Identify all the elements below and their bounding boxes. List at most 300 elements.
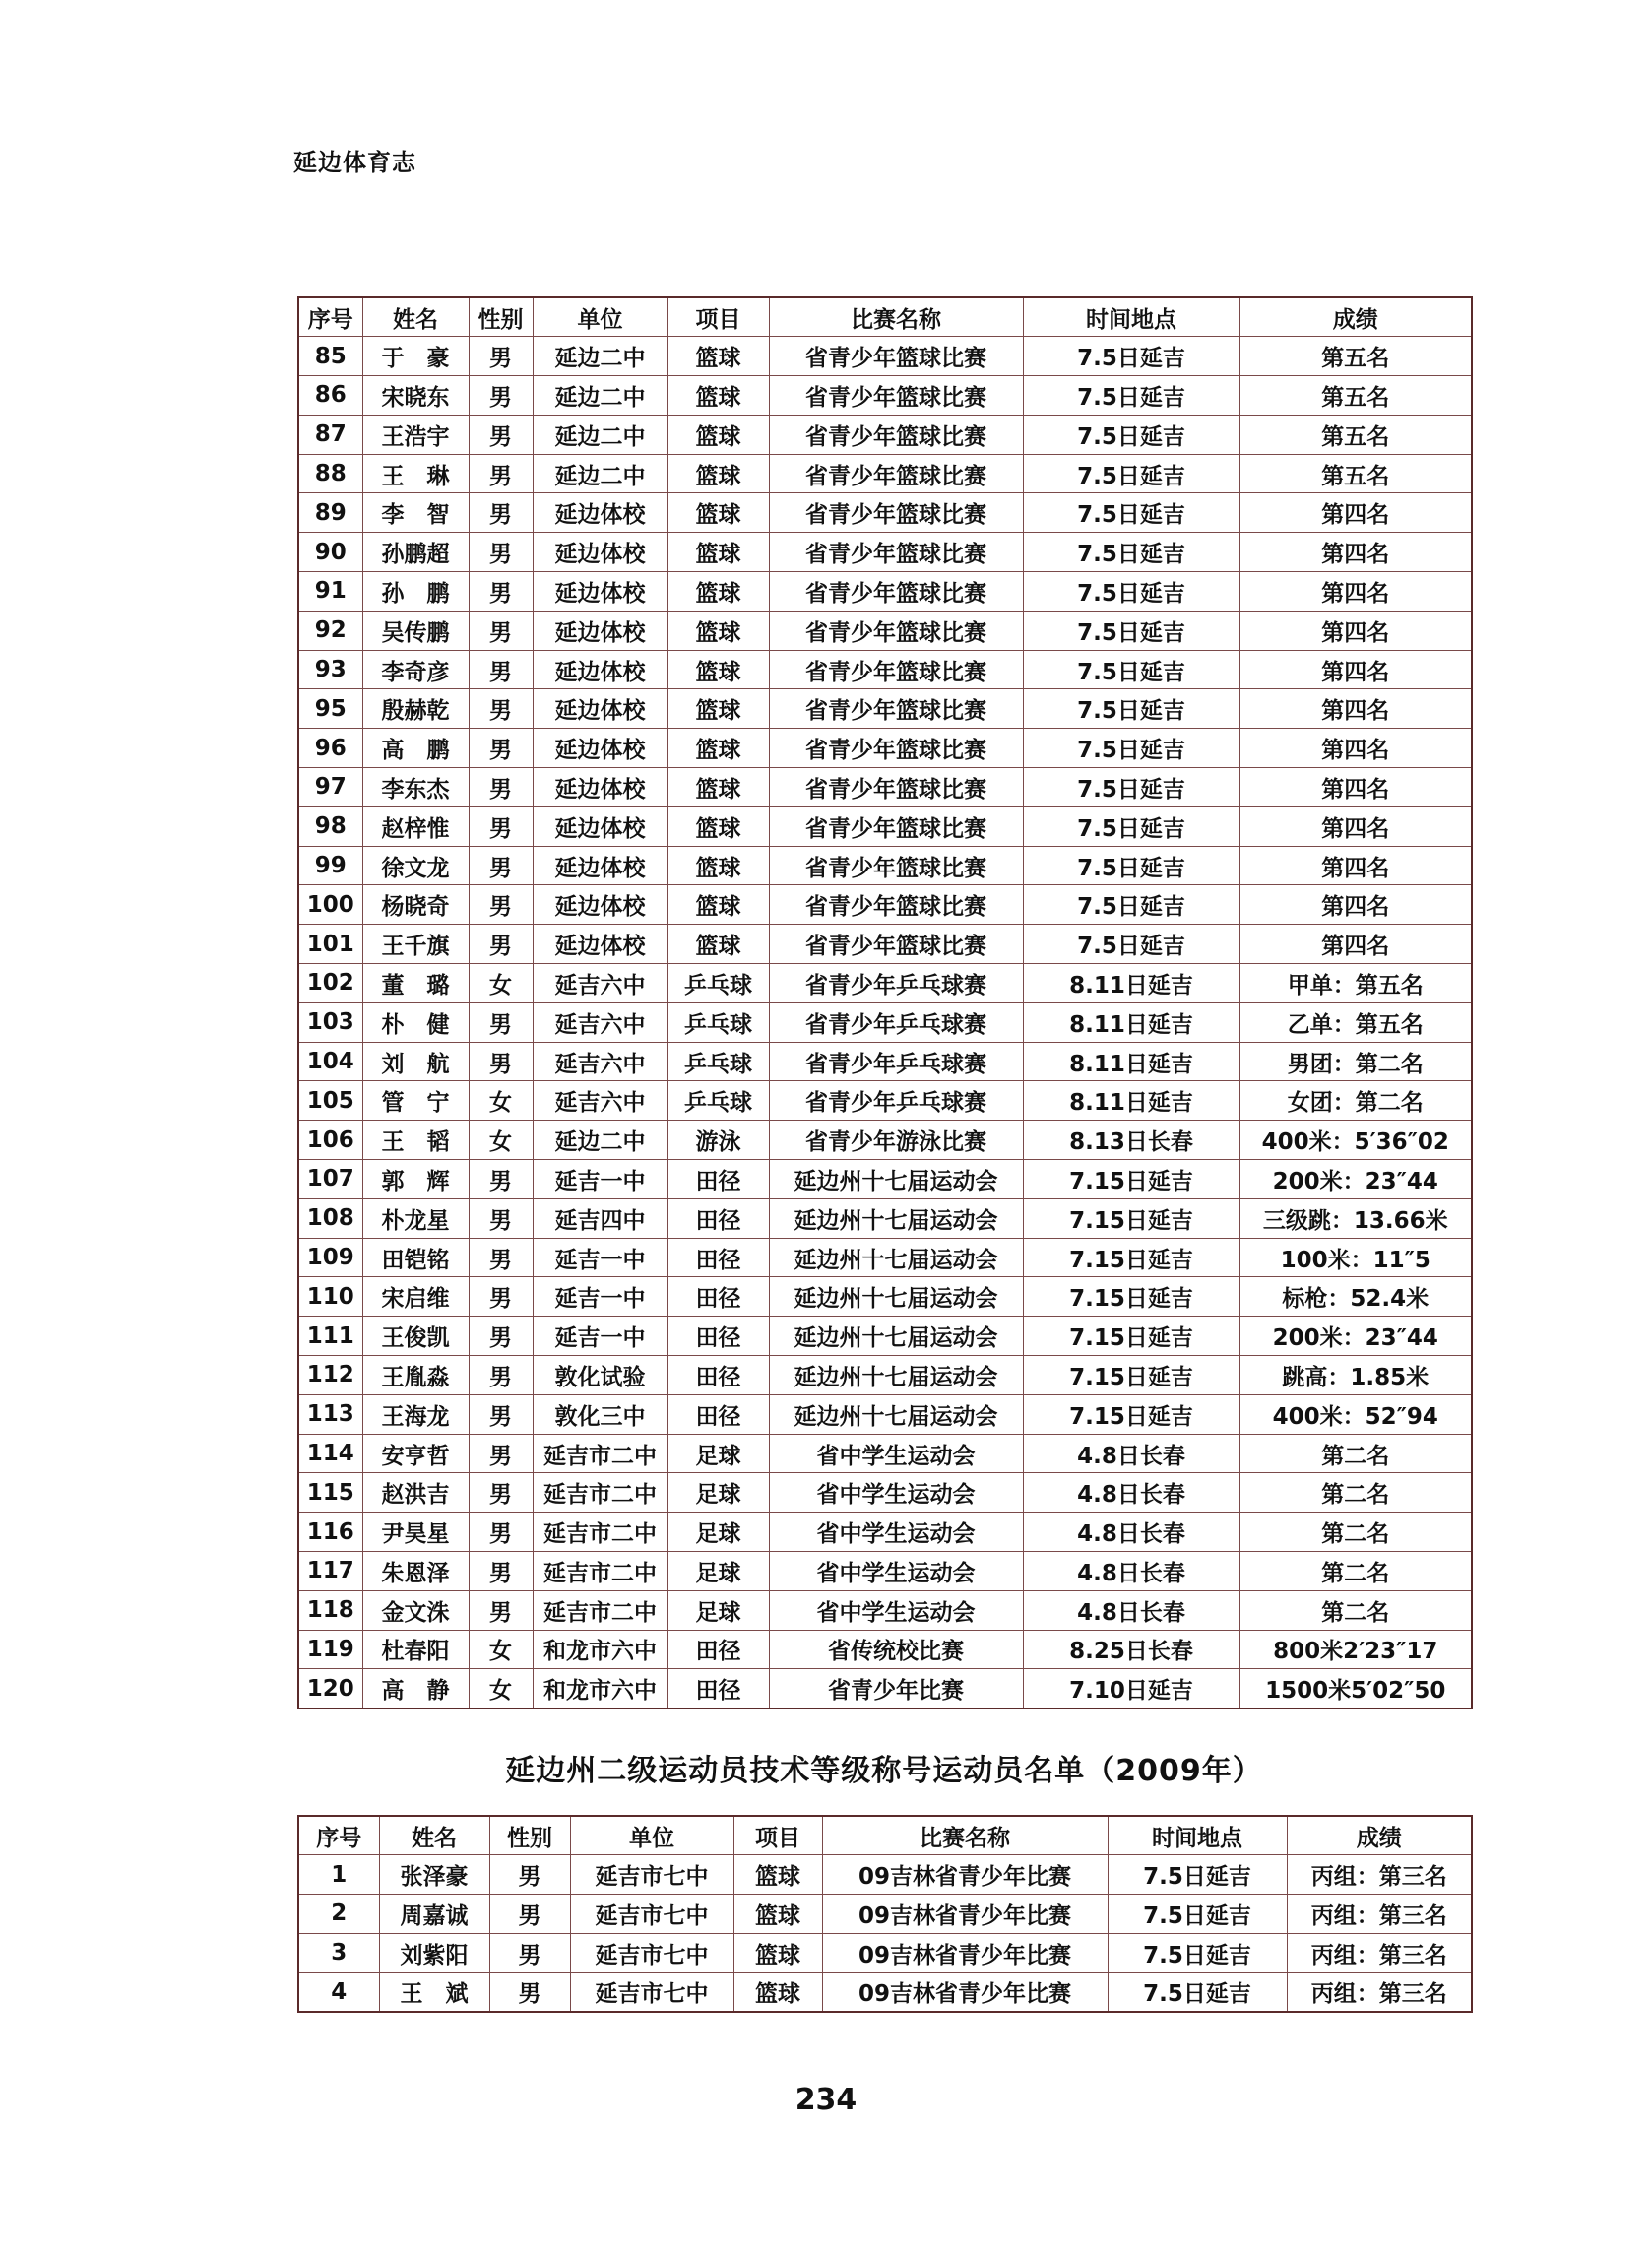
table-cell: 115 [298,1473,362,1513]
table-row [298,376,1472,416]
table-cell: 高 静 [362,1669,469,1709]
table-cell: 87 [298,415,362,454]
table-cell: 第四名 [1239,885,1472,925]
table-cell: 100 [298,885,362,925]
table-cell: 3 [298,1933,379,1972]
table-cell: 1500米5′02″50 [1239,1669,1472,1709]
table-cell: 120 [298,1669,362,1709]
column-header: 时间地点 [1023,297,1239,337]
table-row [298,846,1472,885]
table-cell: 89 [298,493,362,533]
table-row [298,1238,1472,1277]
table-row [298,768,1472,807]
table-cell: 延边体校 [533,925,667,964]
table-cell: 男 [469,1434,533,1473]
table-cell: 宋晓东 [362,376,469,416]
table-cell: 7.5日延吉 [1108,1855,1287,1895]
table-cell: 省青少年篮球比赛 [769,376,1023,416]
table-cell: 男 [469,1042,533,1081]
table-cell: 跳高：1.85米 [1239,1356,1472,1395]
table-row [298,337,1472,376]
table-cell: 7.5日延吉 [1023,885,1239,925]
table-cell: 8.13日长春 [1023,1121,1239,1160]
table-cell: 男 [469,768,533,807]
table-row [298,1434,1472,1473]
table-cell: 7.5日延吉 [1023,533,1239,572]
table-cell: 游泳 [667,1121,769,1160]
table-cell: 男 [469,650,533,689]
column-header: 姓名 [379,1816,489,1855]
table-row [298,493,1472,533]
table-cell: 8.11日延吉 [1023,964,1239,1003]
table-cell: 第五名 [1239,415,1472,454]
table-row [298,454,1472,493]
table-cell: 第四名 [1239,572,1472,612]
table-row [298,1630,1472,1669]
table-cell: 1 [298,1855,379,1895]
table-cell: 省青少年篮球比赛 [769,572,1023,612]
table-row [298,964,1472,1003]
table-cell: 97 [298,768,362,807]
book-title: 延边体育志 [293,149,416,176]
table-body [298,337,1472,1709]
table-cell: 省青少年篮球比赛 [769,337,1023,376]
table-row [298,1669,1472,1709]
table-cell: 郭 辉 [362,1160,469,1199]
table-cell: 李东杰 [362,768,469,807]
table-cell: 延边体校 [533,885,667,925]
table-cell: 107 [298,1160,362,1199]
table-cell: 延边州十七届运动会 [769,1356,1023,1395]
table-cell: 田径 [667,1394,769,1434]
table-cell: 106 [298,1121,362,1160]
table-cell: 4.8日长春 [1023,1473,1239,1513]
table-cell: 延边州十七届运动会 [769,1198,1023,1238]
table-cell: 男 [469,533,533,572]
table-cell: 延吉六中 [533,1081,667,1121]
table-row [298,1198,1472,1238]
table-header-row [298,1816,1472,1855]
table-cell: 省青少年比赛 [769,1669,1023,1709]
table-cell: 乒乓球 [667,1081,769,1121]
table-cell: 7.15日延吉 [1023,1277,1239,1317]
table-cell: 省青少年篮球比赛 [769,415,1023,454]
table-cell: 省青少年乒乓球赛 [769,1081,1023,1121]
table-cell: 7.15日延吉 [1023,1356,1239,1395]
table-cell: 第四名 [1239,806,1472,846]
table-row [298,729,1472,768]
table-cell: 女 [469,1121,533,1160]
table-cell: 男 [489,1933,570,1972]
table-cell: 田铠铭 [362,1238,469,1277]
table-cell: 省中学生运动会 [769,1434,1023,1473]
table-cell: 8.11日延吉 [1023,1081,1239,1121]
table-cell: 8.25日长春 [1023,1630,1239,1669]
table-header-row [298,297,1472,337]
column-header: 比赛名称 [769,297,1023,337]
column-header: 项目 [667,297,769,337]
table-cell: 119 [298,1630,362,1669]
table-cell: 篮球 [667,768,769,807]
table-cell: 7.5日延吉 [1108,1895,1287,1934]
table-cell: 4.8日长春 [1023,1434,1239,1473]
table-cell: 省青少年篮球比赛 [769,846,1023,885]
table-row [298,925,1472,964]
table-cell: 篮球 [667,650,769,689]
table-cell: 延吉一中 [533,1160,667,1199]
table-cell: 92 [298,611,362,650]
table-cell: 4.8日长春 [1023,1590,1239,1630]
table-cell: 男 [469,1238,533,1277]
table-row [298,1895,1472,1934]
column-header: 比赛名称 [822,1816,1108,1855]
table-cell: 延边州十七届运动会 [769,1277,1023,1317]
table-cell: 篮球 [667,885,769,925]
table-cell: 田径 [667,1317,769,1356]
table-cell: 丙组：第三名 [1287,1972,1472,2012]
column-header: 序号 [298,297,362,337]
table-cell: 116 [298,1513,362,1552]
table-cell: 延边州十七届运动会 [769,1317,1023,1356]
table-cell: 男 [469,729,533,768]
table-cell: 400米：5′36″02 [1239,1121,1472,1160]
table-cell: 7.5日延吉 [1023,689,1239,729]
table-cell: 省青少年篮球比赛 [769,493,1023,533]
table-cell: 王浩宇 [362,415,469,454]
table-cell: 88 [298,454,362,493]
table-cell: 丙组：第三名 [1287,1855,1472,1895]
table-body [298,1855,1472,2012]
table-row [298,1121,1472,1160]
table-cell: 111 [298,1317,362,1356]
table-row [298,611,1472,650]
page-number: 234 [794,2083,858,2117]
table-cell: 延边二中 [533,1121,667,1160]
table-cell: 男 [469,846,533,885]
athlete-table-2 [297,1815,1473,2013]
table-cell: 篮球 [667,493,769,533]
table-cell: 王俊凯 [362,1317,469,1356]
table-cell: 7.5日延吉 [1108,1972,1287,2012]
table-cell: 延吉市二中 [533,1473,667,1513]
table-cell: 王 斌 [379,1972,489,2012]
table-cell: 宋启维 [362,1277,469,1317]
table-cell: 第四名 [1239,611,1472,650]
table-row [298,1317,1472,1356]
table-cell: 李奇彦 [362,650,469,689]
table-cell: 省中学生运动会 [769,1590,1023,1630]
table-cell: 85 [298,337,362,376]
table-row [298,650,1472,689]
table-cell: 800米2′23″17 [1239,1630,1472,1669]
table-cell: 91 [298,572,362,612]
table-row [298,1513,1472,1552]
table-cell: 延吉六中 [533,1042,667,1081]
table-cell: 7.15日延吉 [1023,1198,1239,1238]
table-cell: 7.5日延吉 [1023,846,1239,885]
table-cell: 4.8日长春 [1023,1552,1239,1591]
table-cell: 王 琳 [362,454,469,493]
table-cell: 103 [298,1002,362,1042]
table-cell: 104 [298,1042,362,1081]
table-cell: 第二名 [1239,1434,1472,1473]
table-cell: 延边州十七届运动会 [769,1160,1023,1199]
table-cell: 7.5日延吉 [1023,493,1239,533]
table-cell: 篮球 [667,533,769,572]
table-cell: 7.5日延吉 [1023,337,1239,376]
table-cell: 延吉市七中 [570,1933,733,1972]
table-cell: 殷赫乾 [362,689,469,729]
table-cell: 延边州十七届运动会 [769,1394,1023,1434]
table-cell: 省青少年篮球比赛 [769,650,1023,689]
table-cell: 省青少年篮球比赛 [769,806,1023,846]
table-cell: 王胤淼 [362,1356,469,1395]
table-cell: 男团：第二名 [1239,1042,1472,1081]
table-cell: 省中学生运动会 [769,1473,1023,1513]
table-cell: 孙鹏超 [362,533,469,572]
table-cell: 女 [469,964,533,1003]
table-cell: 三级跳：13.66米 [1239,1198,1472,1238]
table-cell: 省青少年篮球比赛 [769,689,1023,729]
table-row [298,415,1472,454]
table-cell: 男 [469,1552,533,1591]
table-cell: 孙 鹏 [362,572,469,612]
table-cell: 乒乓球 [667,964,769,1003]
column-header: 成绩 [1239,297,1472,337]
table-cell: 省青少年篮球比赛 [769,611,1023,650]
table-cell: 102 [298,964,362,1003]
table-cell: 省青少年篮球比赛 [769,454,1023,493]
column-header: 姓名 [362,297,469,337]
table-cell: 女 [469,1630,533,1669]
table-cell: 110 [298,1277,362,1317]
table-cell: 丙组：第三名 [1287,1933,1472,1972]
table-cell: 男 [469,1473,533,1513]
table-cell: 延边体校 [533,533,667,572]
table-cell: 延边二中 [533,337,667,376]
table-cell: 7.15日延吉 [1023,1317,1239,1356]
table-cell: 省传统校比赛 [769,1630,1023,1669]
table-cell: 延边体校 [533,611,667,650]
table-row [298,1552,1472,1591]
table-cell: 篮球 [733,1972,822,2012]
table-cell: 7.10日延吉 [1023,1669,1239,1709]
table-cell: 8.11日延吉 [1023,1042,1239,1081]
column-header: 性别 [469,297,533,337]
table-cell: 95 [298,689,362,729]
table-cell: 延吉市二中 [533,1552,667,1591]
table-cell: 男 [469,885,533,925]
table-cell: 第五名 [1239,376,1472,416]
table-cell: 田径 [667,1356,769,1395]
table-row [298,1356,1472,1395]
table-cell: 101 [298,925,362,964]
table-cell: 4.8日长春 [1023,1513,1239,1552]
table-cell: 延边州十七届运动会 [769,1238,1023,1277]
table-cell: 延边体校 [533,729,667,768]
table-cell: 女团：第二名 [1239,1081,1472,1121]
table-cell: 足球 [667,1590,769,1630]
table-cell: 200米：23″44 [1239,1317,1472,1356]
table-cell: 114 [298,1434,362,1473]
table-cell: 篮球 [667,729,769,768]
table-cell: 96 [298,729,362,768]
table-cell: 7.5日延吉 [1023,376,1239,416]
table-cell: 男 [469,376,533,416]
table-cell: 7.5日延吉 [1023,768,1239,807]
table-cell: 延边二中 [533,376,667,416]
table-cell: 117 [298,1552,362,1591]
table-cell: 田径 [667,1198,769,1238]
table-cell: 丙组：第三名 [1287,1895,1472,1934]
table-cell: 男 [469,1394,533,1434]
table-cell: 93 [298,650,362,689]
table-cell: 标枪：52.4米 [1239,1277,1472,1317]
table-cell: 男 [489,1972,570,2012]
table-cell: 篮球 [667,572,769,612]
table-cell: 第四名 [1239,689,1472,729]
table-cell: 刘 航 [362,1042,469,1081]
table-cell: 延边体校 [533,650,667,689]
table-cell: 男 [469,1160,533,1199]
column-header: 单位 [533,297,667,337]
table-cell: 400米：52″94 [1239,1394,1472,1434]
table-cell: 98 [298,806,362,846]
column-header: 时间地点 [1108,1816,1287,1855]
table-cell: 田径 [667,1277,769,1317]
table-cell: 朴龙星 [362,1198,469,1238]
table-cell: 7.15日延吉 [1023,1238,1239,1277]
table-cell: 延吉市二中 [533,1434,667,1473]
table-cell: 敦化试验 [533,1356,667,1395]
table-cell: 第五名 [1239,454,1472,493]
table-cell: 7.5日延吉 [1023,925,1239,964]
table-cell: 赵洪吉 [362,1473,469,1513]
table-cell: 杜春阳 [362,1630,469,1669]
table-cell: 108 [298,1198,362,1238]
table-cell: 王千旗 [362,925,469,964]
table-cell: 2 [298,1895,379,1934]
table-cell: 敦化三中 [533,1394,667,1434]
table-cell: 09吉林省青少年比赛 [822,1933,1108,1972]
table-row [298,885,1472,925]
table-cell: 延吉市七中 [570,1855,733,1895]
table-row [298,1473,1472,1513]
table-row [298,1160,1472,1199]
table-cell: 延吉市七中 [570,1895,733,1934]
table-cell: 篮球 [667,611,769,650]
table-cell: 第二名 [1239,1473,1472,1513]
table-cell: 省青少年乒乓球赛 [769,1042,1023,1081]
table-cell: 安亨哲 [362,1434,469,1473]
table-cell: 篮球 [667,689,769,729]
table-cell: 105 [298,1081,362,1121]
table-cell: 7.5日延吉 [1023,806,1239,846]
table-cell: 吴传鹏 [362,611,469,650]
column-header: 性别 [489,1816,570,1855]
table-cell: 延边体校 [533,806,667,846]
table-cell: 男 [469,925,533,964]
table-cell: 延吉六中 [533,1002,667,1042]
table-cell: 男 [469,337,533,376]
table-row [298,1855,1472,1895]
table-cell: 延边体校 [533,689,667,729]
table-cell: 第四名 [1239,846,1472,885]
table-cell: 王海龙 [362,1394,469,1434]
table-cell: 09吉林省青少年比赛 [822,1895,1108,1934]
table-cell: 女 [469,1669,533,1709]
table-cell: 省青少年篮球比赛 [769,885,1023,925]
table-cell: 延吉一中 [533,1277,667,1317]
table-cell: 男 [469,1002,533,1042]
table-cell: 8.11日延吉 [1023,1002,1239,1042]
table-cell: 09吉林省青少年比赛 [822,1855,1108,1895]
table-cell: 省青少年篮球比赛 [769,533,1023,572]
column-header: 单位 [570,1816,733,1855]
table-cell: 99 [298,846,362,885]
table-cell: 省青少年乒乓球赛 [769,964,1023,1003]
table-cell: 乙单：第五名 [1239,1002,1472,1042]
table-cell: 延吉一中 [533,1238,667,1277]
table-cell: 延吉市二中 [533,1513,667,1552]
table-cell: 省中学生运动会 [769,1513,1023,1552]
table-row [298,1042,1472,1081]
table-row [298,572,1472,612]
table-cell: 田径 [667,1630,769,1669]
table-cell: 7.5日延吉 [1023,729,1239,768]
table-cell: 足球 [667,1473,769,1513]
table-cell: 7.5日延吉 [1023,572,1239,612]
table-cell: 7.5日延吉 [1023,650,1239,689]
table-cell: 延吉六中 [533,964,667,1003]
table-cell: 乒乓球 [667,1042,769,1081]
table-cell: 田径 [667,1160,769,1199]
table-cell: 省青少年篮球比赛 [769,729,1023,768]
table-cell: 7.5日延吉 [1023,454,1239,493]
table-cell: 第四名 [1239,768,1472,807]
table-cell: 篮球 [667,925,769,964]
table-cell: 篮球 [733,1933,822,1972]
table-cell: 7.15日延吉 [1023,1394,1239,1434]
table-cell: 乒乓球 [667,1002,769,1042]
table-cell: 延边体校 [533,572,667,612]
table-row [298,1002,1472,1042]
table-cell: 篮球 [733,1855,822,1895]
table-cell: 第四名 [1239,533,1472,572]
table-cell: 男 [469,806,533,846]
table-cell: 男 [469,1513,533,1552]
table-cell: 篮球 [667,454,769,493]
table-cell: 200米：23″44 [1239,1160,1472,1199]
athlete-table-1 [297,296,1473,1709]
table-cell: 延边二中 [533,454,667,493]
table-cell: 男 [469,1590,533,1630]
table-cell: 第二名 [1239,1513,1472,1552]
table-cell: 和龙市六中 [533,1630,667,1669]
table-cell: 省青少年乒乓球赛 [769,1002,1023,1042]
table-cell: 高 鹏 [362,729,469,768]
table-cell: 女 [469,1081,533,1121]
table-cell: 足球 [667,1434,769,1473]
column-header: 项目 [733,1816,822,1855]
table-cell: 男 [489,1895,570,1934]
table-cell: 杨晓奇 [362,885,469,925]
table-cell: 延吉四中 [533,1198,667,1238]
table-cell: 4 [298,1972,379,2012]
table-cell: 李 智 [362,493,469,533]
table-cell: 篮球 [667,806,769,846]
table-row [298,1972,1472,2012]
